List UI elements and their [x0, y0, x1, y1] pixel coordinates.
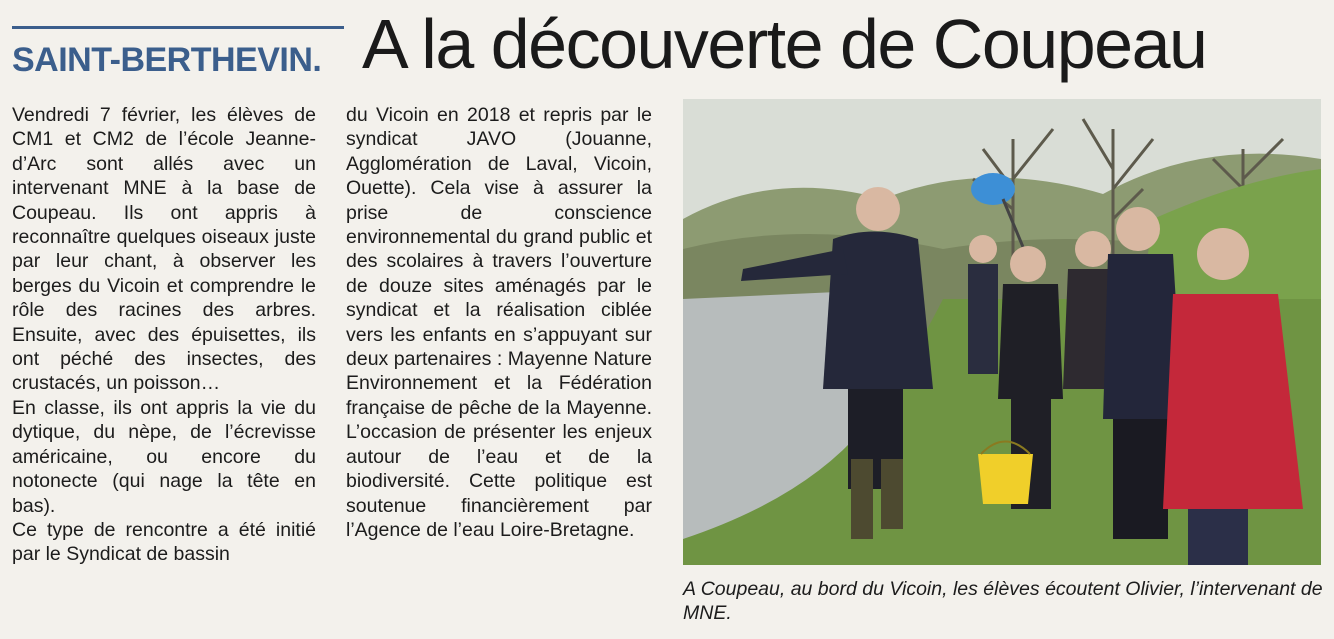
location-label: SAINT-BERTHEVIN. [12, 41, 322, 79]
paragraph: Vendredi 7 février, les élèves de CM1 et CM2 de l’école Jeanne-d’Arc sont allés avec un intervenant MNE à la base de Coupeau. Ils ont appris à reconnaître quelques oiseaux juste par leur chant, à observer les berges du Vicoin et comprendre le rôle des racines des arbres. Ensuite, avec des épuisettes, ils ont péché des insectes, des crustacés, un poisson… [12, 104, 316, 395]
article-column-2 [346, 103, 652, 542]
paragraph: du Vicoin en 2018 et repris par le syndicat JAVO (Jouanne, Agglomération de Laval, Vicoin, Ouette). Cela vise à assurer la prise de conscience environnemental du grand public et des scolaires à travers l’ouverture de douze sites aménagés par le syndicat et la réalisation ciblée vers les enfants en s’appuyant sur deux partenaires : Mayenne Nature Environnement et la Fédération française de pêche de la Mayenne. L’occasion de présenter les enjeux autour de l’eau et de la biodiversité. Cette politique est soutenue financièrement par l’Agence de l’eau Loire-Bretagne. [346, 104, 652, 541]
fishing-net [971, 173, 1015, 205]
photo-scene [683, 99, 1321, 565]
paragraph: En classe, ils ont appris la vie du dytique, du nèpe, de l’écrevisse américaine, ou encore du notonecte (qui nage la tête en bas). [12, 396, 316, 517]
article-column-1 [12, 103, 316, 567]
article-headline: A la découverte de Coupeau [362, 5, 1207, 83]
article-photo [683, 99, 1321, 565]
header-rule [12, 26, 344, 29]
photo-caption: A Coupeau, au bord du Vicoin, les élèves écoutent Olivier, l’intervenant de MNE. [683, 578, 1323, 624]
paragraph: Ce type de rencontre a été initié par le Syndicat de bassin [12, 518, 316, 566]
